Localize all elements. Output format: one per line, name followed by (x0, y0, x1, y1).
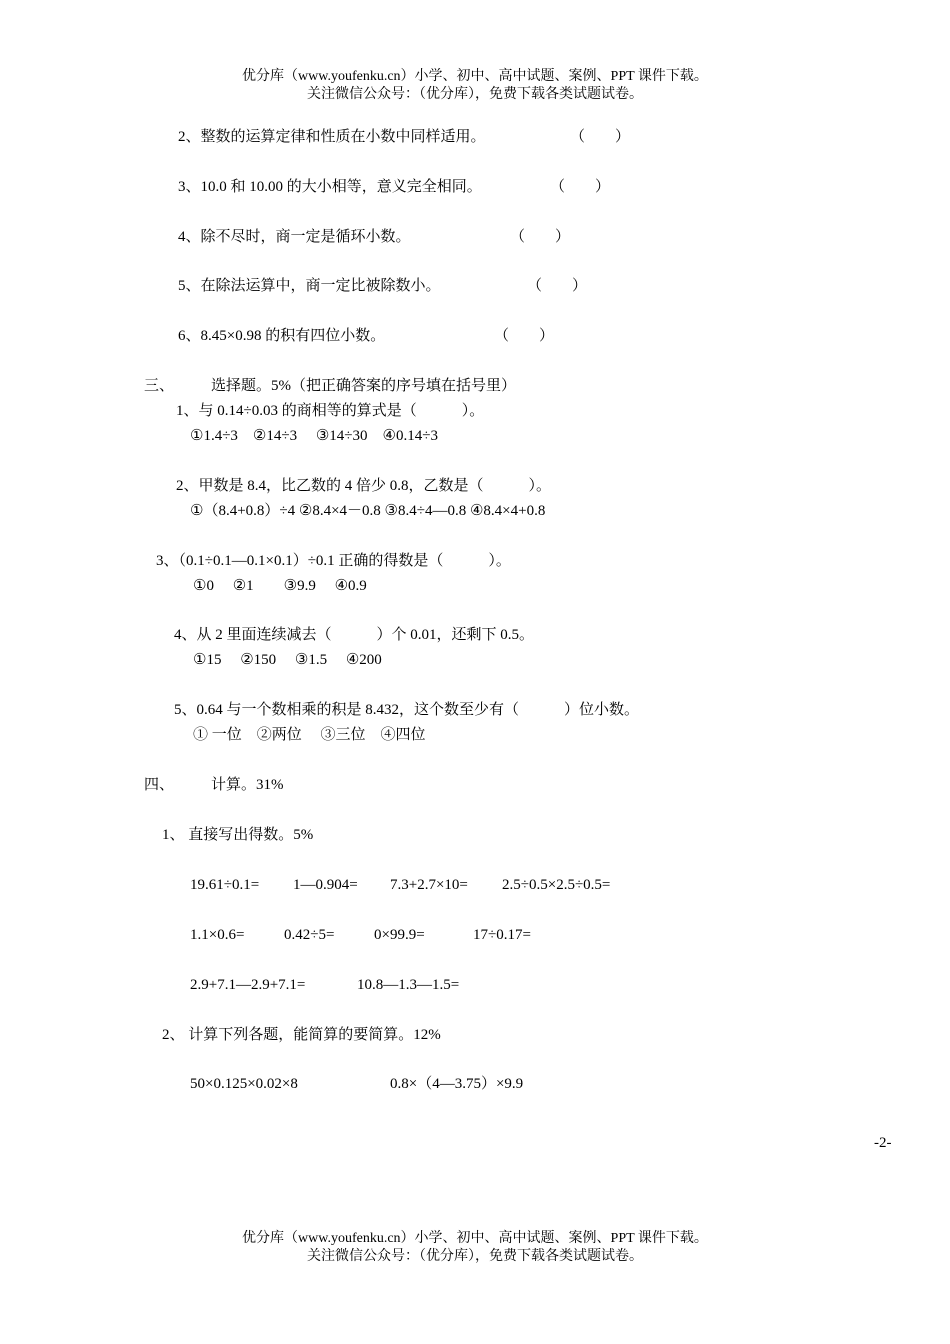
footer-line-2: 关注微信公众号：（优分库），免费下载各类试题试卷。 (307, 1249, 643, 1264)
section-3-number: 三、 (144, 378, 175, 394)
calc-item: 17÷0.17= (473, 927, 531, 943)
judge-paren-2: （ ） (570, 129, 631, 145)
calc-item: 1.1×0.6= (190, 927, 245, 943)
calc-item: 19.61÷0.1= (190, 877, 260, 893)
section-4-title: 计算。31% (211, 777, 284, 793)
judge-item-6: 6、8.45×0.98 的积有四位小数。 (178, 328, 386, 344)
calc-item: 7.3+2.7×10= (390, 877, 468, 893)
calc-item: 2.5÷0.5×2.5÷0.5= (502, 877, 611, 893)
choice-options-3: ①0 ②1 ③9.9 ④0.9 (193, 578, 367, 594)
section-4-number: 四、 (144, 777, 175, 793)
calc-item: 2.9+7.1—2.9+7.1= (190, 977, 306, 993)
subsection-1-title: 1、 直接写出得数。5% (162, 827, 314, 843)
choice-question-1: 1、与 0.14÷0.03 的商相等的算式是（ ）。 (176, 403, 485, 419)
header-line-2: 关注微信公众号：（优分库），免费下载各类试题试卷。 (307, 87, 643, 102)
calc-item: 0.42÷5= (284, 927, 335, 943)
subsection-2-title: 2、 计算下列各题，能简算的要简算。12% (162, 1027, 441, 1043)
judge-item-4: 4、除不尽时，商一定是循环小数。 (178, 229, 411, 245)
judge-item-3: 3、10.0 和 10.00 的大小相等，意义完全相同。 (178, 179, 482, 195)
calc-item: 0×99.9= (374, 927, 425, 943)
choice-question-3: 3、（0.1÷0.1—0.1×0.1）÷0.1 正确的得数是（ ）。 (156, 553, 511, 569)
choice-options-4: ①15 ②150 ③1.5 ④200 (193, 652, 382, 668)
judge-item-2: 2、整数的运算定律和性质在小数中同样适用。 (178, 129, 486, 145)
choice-question-2: 2、甲数是 8.4，比乙数的 4 倍少 0.8，乙数是（ ）。 (176, 478, 552, 494)
header-line-1: 优分库（www.youfenku.cn）小学、初中、高中试题、案例、PPT 课件下载。 (242, 69, 708, 84)
calc-expression: 0.8×（4—3.75）×9.9 (390, 1076, 524, 1092)
choice-question-5: 5、0.64 与一个数相乘的积是 8.432，这个数至少有（ ）位小数。 (174, 702, 640, 718)
choice-options-5: ① 一位 ②两位 ③三位 ④四位 (193, 727, 426, 743)
calc-item: 10.8—1.3—1.5= (357, 977, 460, 993)
footer-line-1: 优分库（www.youfenku.cn）小学、初中、高中试题、案例、PPT 课件下载。 (242, 1231, 708, 1246)
section-3-title: 选择题。5%（把正确答案的序号填在括号里） (211, 378, 516, 394)
calc-expression: 50×0.125×0.02×8 (190, 1076, 298, 1092)
judge-paren-5: （ ） (527, 278, 588, 294)
judge-paren-4: （ ） (510, 229, 571, 245)
judge-paren-3: （ ） (550, 179, 611, 195)
judge-item-5: 5、在除法运算中，商一定比被除数小。 (178, 278, 441, 294)
calc-item: 1—0.904= (293, 877, 358, 893)
judge-paren-6: （ ） (494, 328, 555, 344)
choice-options-1: ①1.4÷3 ②14÷3 ③14÷30 ④0.14÷3 (190, 428, 438, 444)
page-number: -2- (874, 1135, 892, 1151)
choice-question-4: 4、从 2 里面连续减去（ ）个 0.01，还剩下 0.5。 (174, 627, 535, 643)
choice-options-2: ①（8.4+0.8）÷4 ②8.4×4－0.8 ③8.4÷4—0.8 ④8.4×4+0.8 (190, 503, 546, 519)
